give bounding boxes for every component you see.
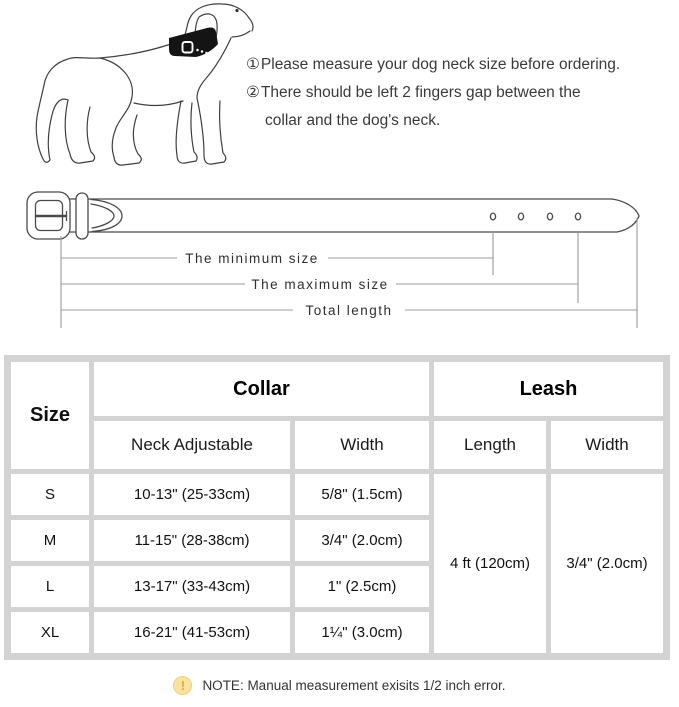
row-l-neck: 13-17" (33-43cm) bbox=[94, 566, 290, 607]
row-m-width: 3/4" (2.0cm) bbox=[295, 520, 429, 561]
header-leash-length: Length bbox=[434, 421, 546, 469]
strap-holes bbox=[490, 213, 580, 220]
note-text: NOTE: Manual measurement exisits 1/2 inch error. bbox=[202, 678, 506, 693]
size-table bbox=[4, 355, 670, 660]
dog-rear-leg-near bbox=[100, 58, 141, 165]
label-total-length: Total length bbox=[305, 303, 393, 318]
header-leash: Leash bbox=[434, 362, 663, 416]
dog-belly-line bbox=[134, 101, 183, 105]
dog-rear-leg-far bbox=[65, 100, 94, 163]
header-leash-width: Width bbox=[551, 421, 663, 469]
row-s-size: S bbox=[11, 474, 89, 515]
row-l-size: L bbox=[11, 566, 89, 607]
dog-chest-front-leg-near bbox=[197, 38, 231, 164]
instruction-2-text-line1: There should be left 2 fingers gap between the bbox=[260, 84, 581, 101]
collar-strap-diagram bbox=[27, 192, 639, 239]
row-s-neck: 10-13" (25-33cm) bbox=[94, 474, 290, 515]
instruction-2-text-line2: collar and the dog's neck. bbox=[265, 112, 441, 129]
dog-illustration bbox=[36, 4, 253, 165]
strap-tip bbox=[612, 199, 639, 232]
row-xl-size: XL bbox=[11, 612, 89, 653]
header-size: Size bbox=[11, 362, 89, 469]
dog-back-tail-outline bbox=[36, 44, 171, 162]
row-s-width: 5/8" (1.5cm) bbox=[295, 474, 429, 515]
row-l-width: 1" (2.5cm) bbox=[295, 566, 429, 607]
instruction-2-number: ② bbox=[246, 84, 260, 101]
row-xl-neck: 16-21" (41-53cm) bbox=[94, 612, 290, 653]
measuring-instructions bbox=[246, 51, 676, 135]
dog-front-leg-far bbox=[176, 101, 197, 163]
leash-length-value: 4 ft (120cm) bbox=[434, 474, 546, 653]
row-xl-width: 1¼" (3.0cm) bbox=[295, 612, 429, 653]
instruction-1-text: Please measure your dog neck size before ordering. bbox=[260, 56, 621, 73]
dog-collar-band bbox=[169, 28, 218, 58]
strap-fold-inner bbox=[91, 204, 114, 228]
header-collar: Collar bbox=[94, 362, 429, 416]
strap-keeper-loop bbox=[76, 193, 88, 239]
leash-width-value: 3/4" (2.0cm) bbox=[551, 474, 663, 653]
note bbox=[0, 676, 679, 695]
exclamation-icon: ! bbox=[173, 676, 192, 695]
label-minimum-size: The minimum size bbox=[185, 251, 319, 266]
header-collar-width: Width bbox=[295, 421, 429, 469]
instruction-1-number: ① bbox=[246, 56, 260, 73]
row-m-neck: 11-15" (28-38cm) bbox=[94, 520, 290, 561]
row-m-size: M bbox=[11, 520, 89, 561]
header-neck-adjustable: Neck Adjustable bbox=[94, 421, 290, 469]
instruction-item-2 bbox=[246, 79, 676, 135]
dog-eye bbox=[235, 9, 238, 12]
label-maximum-size: The maximum size bbox=[251, 277, 389, 292]
dog-mouth-line bbox=[232, 31, 250, 37]
instruction-item-1 bbox=[246, 51, 676, 79]
